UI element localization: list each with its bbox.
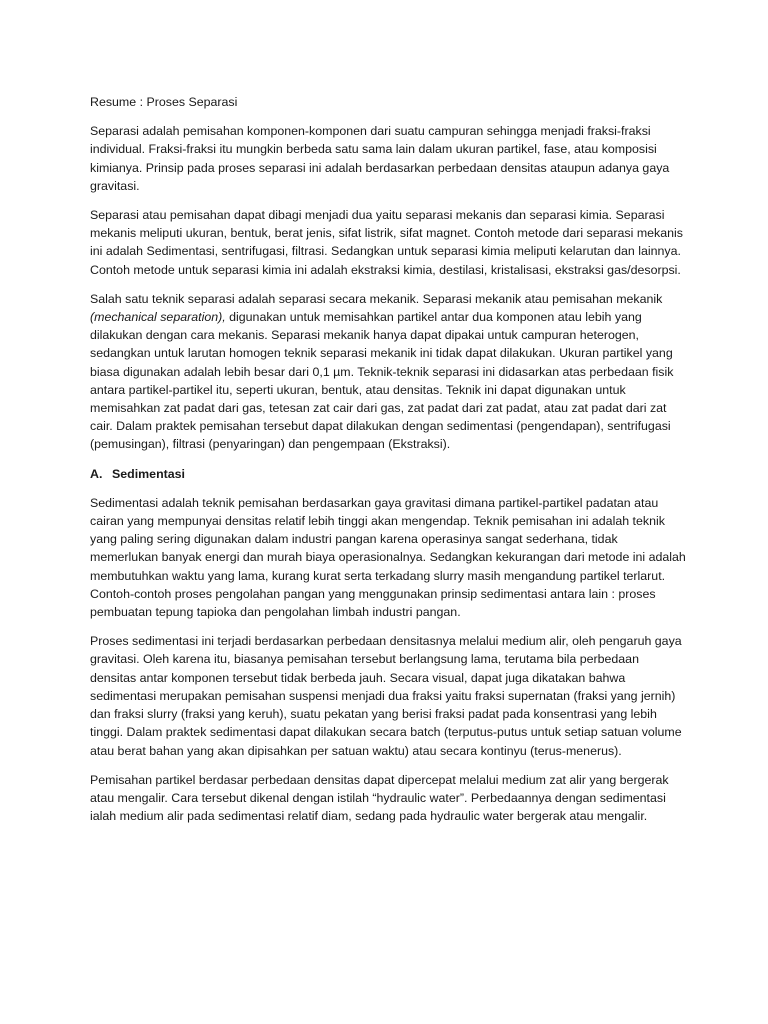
mechanical-paragraph-text-1: Salah satu teknik separasi adalah separasi secara mekanik. Separasi mekanik atau pemisahan mekanik: [90, 291, 663, 306]
sedimentasi-paragraph-2: Proses sedimentasi ini terjadi berdasarkan perbedaan densitasnya melalui medium alir, oleh pengaruh gaya gravitasi. Oleh karena itu, biasanya pemisahan tersebut berlangsung lama, terutama bila perbedaan densitas antar komponen tersebut tidak berbeda jauh. Secara visual, dapat juga dikatakan bahwa sedimentasi merupakan pemisahan suspensi menjadi dua fraksi yaitu fraksi supernatan (fraksi yang jernih) dan fraksi slurry (fraksi yang keruh), suatu pekatan yang berisi fraksi padat pada konsentrasi yang lebih tinggi. Dalam praktek sedimentasi dapat dilakukan secara batch (terputus-putus untuk setiap satuan volume atau berat bahan yang akan dipisahkan per satuan waktu) atau secara kontinyu (terus-menerus).: [90, 634, 682, 758]
separation-types-paragraph: Separasi atau pemisahan dapat dibagi menjadi dua yaitu separasi mekanis dan separasi kimia. Separasi mekanis meliputi ukuran, bentuk, berat jenis, sifat listrik, sifat magnet. Contoh metode dari separasi mekanis ini adalah Sedimentasi, sentrifugasi, filtrasi. Sedangkan untuk separasi kimia meliputi kelarutan dan lainnya. Contoh metode untuk separasi kimia ini adalah ekstraksi kimia, destilasi, kristalisasi, ekstraksi gas/desorpsi.: [90, 208, 683, 277]
section-letter: A.: [90, 466, 103, 481]
mechanical-paragraph-text-2: digunakan untuk memisahkan partikel antar dua komponen atau lebih yang dilakukan dengan cara mekanis. Separasi mekanik hanya dapat dipakai untuk campuran heterogen, sedangkan untuk larutan homogen teknik separasi mekanik ini tidak dapat dilakukan. Ukuran partikel yang biasa digunakan adalah lebih besar dari 0,1 µm. Teknik-teknik separasi ini didasarkan atas perbedaan fisik antara partikel-partikel itu, seperti ukuran, bentuk, atau densitas. Teknik ini dapat digunakan untuk memisahkan zat padat dari gas, tetesan zat cair dari gas, zat padat dari zat padat, atau zat padat dari zat cair. Dalam praktek pemisahan tersebut dapat dilakukan dengan sedimentasi (pengendapan), sentrifugasi (pemusingan), filtrasi (penyaringan) dan pengempaan (Ekstraksi).: [90, 310, 674, 452]
document-title: Resume : Proses Separasi: [90, 95, 238, 109]
section-heading-text: Sedimentasi: [112, 466, 185, 481]
document-page: [90, 93, 688, 836]
sedimentasi-paragraph-3: Pemisahan partikel berdasar perbedaan densitas dapat dipercepat melalui medium zat alir yang bergerak atau mengalir. Cara tersebut dikenal dengan istilah “hydraulic water”. Perbedaannya dengan sedimentasi ialah medium alir pada sedimentasi relatif diam, sedang pada hydraulic water bergerak atau mengalir.: [90, 772, 669, 824]
section-heading-sedimentasi: [90, 465, 688, 483]
sedimentasi-paragraph-1: Sedimentasi adalah teknik pemisahan berdasarkan gaya gravitasi dimana partikel-partikel padatan atau cairan yang mempunyai densitas relatif lebih tinggi akan mengendap. Teknik pemisahan ini adalah teknik yang paling sering digunakan dalam industri pangan karena operasinya sangat sederhana, tidak memerlukan banyak energi dan murah biaya operasionalnya. Sedangkan kekurangan dari metode ini adalah membutuhkan waktu yang lama, kurang kurat serta terkadang slurry masih mengandung partikel terlarut. Contoh-contoh proses pengolahan pangan yang menggunakan prinsip sedimentasi antara lain : proses pembuatan tepung tapioka dan pengolahan limbah industri pangan.: [90, 495, 686, 620]
intro-paragraph: Separasi adalah pemisahan komponen-komponen dari suatu campuran sehingga menjadi fraksi-fraksi individual. Fraksi-fraksi itu mungkin berbeda satu sama lain dalam ukuran partikel, fase, atau komposisi kimianya. Prinsip pada proses separasi ini adalah berdasarkan perbedaan densitas ataupun adanya gaya gravitasi.: [90, 124, 670, 193]
mechanical-separation-paragraph: [90, 290, 688, 454]
mechanical-separation-term: (mechanical separation),: [90, 310, 226, 325]
